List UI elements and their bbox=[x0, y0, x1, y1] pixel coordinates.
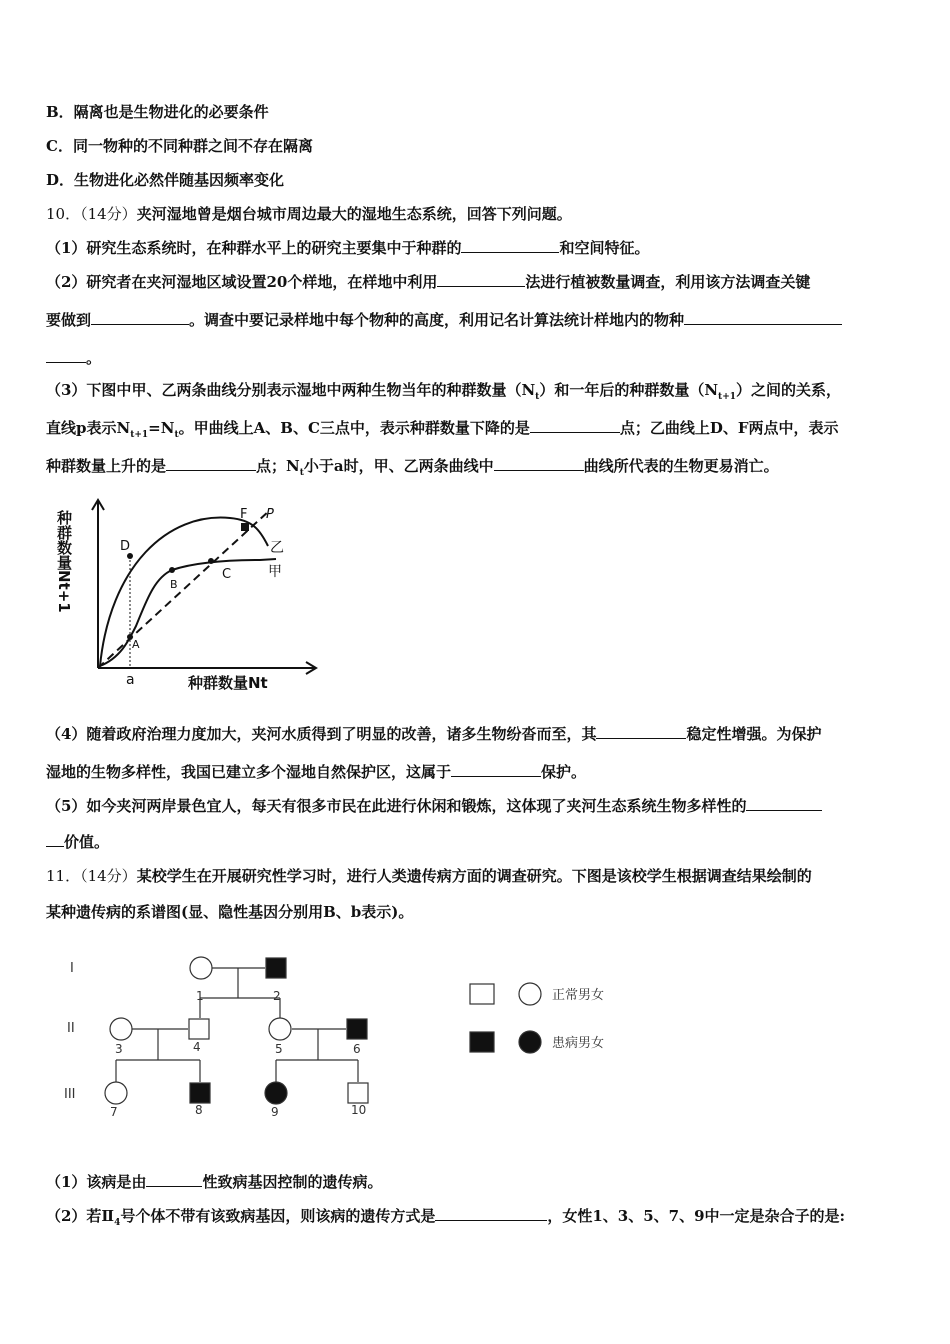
label-8: 8 bbox=[195, 1103, 203, 1117]
q10-part2-line3: 。 bbox=[46, 348, 101, 368]
q11-stem-line1: 11．（14分）某校学生在开展研究性学习时，进行人类遗传病方面的调查研究。下图是该校学生根据调查结果绘制的 bbox=[46, 867, 812, 885]
point-f-label: F bbox=[240, 507, 248, 522]
legend-affected-female bbox=[519, 1031, 541, 1053]
q10-part4-line1: （4）随着政府治理力度加大，夹河水质得到了明显的改善，诸多生物纷沓而至，其 稳定性增强。为保护 bbox=[46, 725, 822, 743]
q10-part3-line2: 直线p表示$N_{t+1}=N_t$。甲曲线上A、B、C三点中，表示种群数量下降的是 点；乙曲线上D、F两点中，表示 bbox=[46, 419, 839, 440]
point-f bbox=[241, 523, 249, 531]
q10-part4-line2: 湿地的生物多样性，我国已建立多个湿地自然保护区，这属于 保护。 bbox=[46, 763, 587, 781]
q10-stem: 10．（14分）夹河湿地曾是烟台城市周边最大的湿地生态系统，回答下列问题。 bbox=[46, 205, 572, 223]
q10-part2-line2: 要做到 。调查中要记录样地中每个物种的高度，利用记名计算法统计样地内的物种 bbox=[46, 310, 842, 330]
point-a-label: A bbox=[132, 638, 140, 651]
line-p bbox=[98, 510, 270, 668]
q10-part3-line1: （3）下图中甲、乙两条曲线分别表示湿地中两种生物当年的种群数量$(N_t)$和一年后的种群数量$(N_{t+1})$之间的关系， bbox=[46, 381, 842, 402]
pedigree-chart bbox=[60, 950, 660, 1125]
label-3: 3 bbox=[115, 1042, 123, 1056]
option-c: C．同一物种的不同种群之间不存在隔离 bbox=[46, 137, 313, 155]
individual-3 bbox=[110, 1018, 132, 1040]
label-jia: 甲 bbox=[268, 564, 282, 580]
individual-4 bbox=[189, 1019, 209, 1039]
label-6: 6 bbox=[353, 1042, 361, 1056]
q10-part5-line1: （5）如今夹河两岸景色宜人，每天有很多市民在此进行休闲和锻炼，这体现了夹河生态系统生物多样性的 bbox=[46, 796, 822, 816]
q11-stem-line2: 某种遗传病的系谱图(显、隐性基因分别用B、b表示)。 bbox=[46, 903, 414, 921]
point-b bbox=[169, 567, 175, 573]
legend-affected-male bbox=[470, 1032, 494, 1052]
point-c-label: C bbox=[222, 567, 232, 582]
point-c bbox=[208, 558, 214, 564]
gen-1-label: I bbox=[70, 961, 74, 976]
q10-part2-line1: （2）研究者在夹河湿地区域设置20个样地，在样地中利用 法进行植被数量调查，利用该方法调查关键 bbox=[46, 273, 811, 291]
label-10: 10 bbox=[351, 1103, 367, 1117]
label-7: 7 bbox=[110, 1105, 118, 1119]
gen-2-label: II bbox=[67, 1021, 75, 1036]
population-graph bbox=[55, 496, 328, 696]
individual-7 bbox=[105, 1082, 127, 1104]
individual-10 bbox=[348, 1083, 368, 1103]
option-b: B．隔离也是生物进化的必要条件 bbox=[46, 103, 269, 121]
label-4: 4 bbox=[193, 1040, 201, 1054]
label-1: 1 bbox=[196, 989, 204, 1003]
q10-part3-line3: 种群数量上升的是 点；$N_t$小于a时，甲、乙两条曲线中 曲线所代表的生物更易消亡。 bbox=[46, 457, 779, 478]
q10-part1: （1）研究生态系统时，在种群水平上的研究主要集中于种群的 和空间特征。 bbox=[46, 239, 650, 257]
tick-a: a bbox=[126, 672, 135, 688]
label-9: 9 bbox=[271, 1105, 279, 1119]
y-axis-label: 种群数量Nt+1 bbox=[55, 510, 73, 613]
x-axis-label: 种群数量Nt bbox=[188, 674, 268, 692]
legend-normal-male bbox=[470, 984, 494, 1004]
individual-6 bbox=[347, 1019, 367, 1039]
gen-3-label: III bbox=[64, 1087, 76, 1102]
label-2: 2 bbox=[273, 989, 281, 1003]
individual-9 bbox=[265, 1082, 287, 1104]
individual-8 bbox=[190, 1083, 210, 1103]
point-b-label: B bbox=[170, 578, 178, 591]
legend-normal-text: 正常男女 bbox=[552, 988, 605, 1003]
point-d-label: D bbox=[120, 539, 131, 554]
curve-jia bbox=[100, 559, 276, 666]
option-d: D．生物进化必然伴随基因频率变化 bbox=[46, 171, 285, 189]
individual-5 bbox=[269, 1018, 291, 1040]
individual-2 bbox=[266, 958, 286, 978]
label-yi: 乙 bbox=[270, 540, 284, 556]
legend-affected-text: 患病男女 bbox=[552, 1036, 605, 1051]
q11-part1: （1）该病是由 性致病基因控制的遗传病。 bbox=[46, 1173, 383, 1191]
individual-1 bbox=[190, 957, 212, 979]
label-5: 5 bbox=[275, 1042, 283, 1056]
q11-part2: （2）若$Ⅱ_4$号个体不带有该致病基因，则该病的遗传方式是 ，女性1、3、5、7、9中一定是杂合子的是: bbox=[46, 1207, 846, 1228]
q10-part5-line2: 价值。 bbox=[46, 832, 109, 852]
legend-normal-female bbox=[519, 983, 541, 1005]
label-p: P bbox=[266, 507, 274, 522]
